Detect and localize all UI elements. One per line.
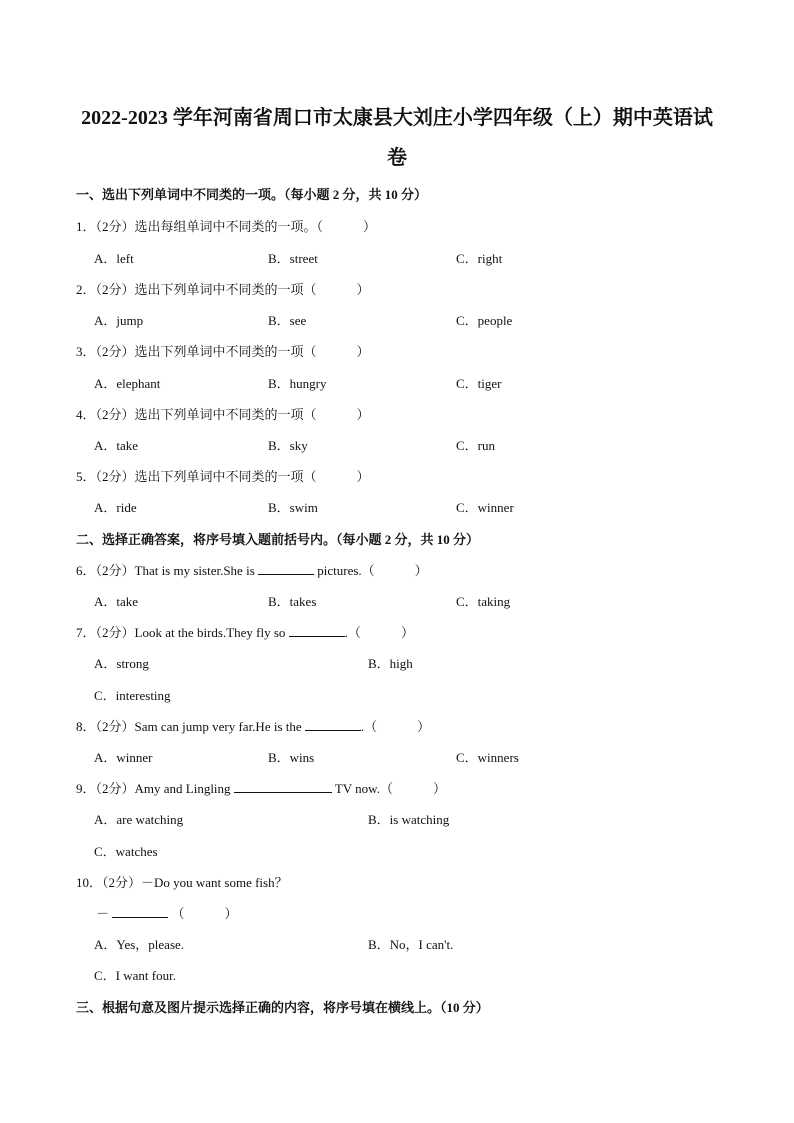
option-8a: A．winner xyxy=(94,750,153,765)
question-8-close: ） xyxy=(417,719,431,734)
option-3b: B．hungry xyxy=(268,376,327,391)
question-10 xyxy=(76,872,288,891)
question-9-text: 9．（2分）Amy and Lingling xyxy=(76,781,231,796)
question-6-middle: pictures.（ xyxy=(317,563,375,578)
option-6a: A．take xyxy=(94,594,139,609)
fill-blank[interactable] xyxy=(112,905,168,918)
question-7-text: 7．（2分）Look at the birds.They fly so xyxy=(76,625,286,640)
question-7-middle: .（ xyxy=(344,625,361,640)
question-2 xyxy=(76,279,370,298)
page-title xyxy=(70,98,724,178)
question-5 xyxy=(76,466,370,485)
option-8b: B．wins xyxy=(268,750,315,765)
dash-mark: － xyxy=(96,906,110,921)
option-1c: C．right xyxy=(456,251,503,266)
question-8 xyxy=(76,716,430,735)
title-line-2: 卷 xyxy=(387,147,407,169)
question-7-close: ） xyxy=(400,625,414,640)
option-7b: B．high xyxy=(368,656,413,671)
option-5a: A．ride xyxy=(94,500,137,515)
question-1-text: 1．（2分）选出每组单词中不同类的一项。（ xyxy=(76,219,324,234)
option-9a: A．are watching xyxy=(94,812,184,827)
option-4c: C．run xyxy=(456,438,496,453)
option-10c: C．I want four. xyxy=(94,968,176,983)
question-1-close: ） xyxy=(363,219,377,234)
question-9 xyxy=(76,778,446,797)
question-1 xyxy=(76,216,376,235)
option-5b: B．swim xyxy=(268,500,318,515)
fill-blank[interactable] xyxy=(258,562,314,575)
fill-blank[interactable] xyxy=(305,718,361,731)
question-9-middle: TV now.（ xyxy=(334,781,393,796)
option-6c: C．taking xyxy=(456,594,511,609)
question-8-text: 8．（2分）Sam can jump very far.He is the xyxy=(76,719,302,734)
section-heading-2: 二、选择正确答案，将序号填入题前括号内。（每小题 2 分，共 10 分） xyxy=(76,532,480,547)
option-4b: B．sky xyxy=(268,438,308,453)
question-8-middle: .（ xyxy=(360,719,378,734)
section-heading-3: 三、根据句意及图片提示选择正确的内容，将序号填在横线上。（10 分） xyxy=(76,1000,489,1015)
question-10-answer-line xyxy=(96,903,238,922)
question-5-text: 5．（2分）选出下列单词中不同类的一项（ xyxy=(76,469,317,484)
option-2c: C．people xyxy=(456,313,513,328)
option-3a: A．elephant xyxy=(94,376,161,391)
question-3-close: ） xyxy=(356,344,370,359)
option-7a: A．strong xyxy=(94,656,149,671)
option-10a: A．Yes，please. xyxy=(94,937,185,952)
question-3 xyxy=(76,341,370,360)
option-2a: A．jump xyxy=(94,313,144,328)
option-7c: C．interesting xyxy=(94,688,171,703)
option-3c: C．tiger xyxy=(456,376,502,391)
question-6-close: ） xyxy=(414,563,428,578)
question-2-text: 2．（2分）选出下列单词中不同类的一项（ xyxy=(76,282,317,297)
fill-blank[interactable] xyxy=(289,624,345,637)
question-4-text: 4．（2分）选出下列单词中不同类的一项（ xyxy=(76,407,317,422)
question-9-close: ） xyxy=(432,781,446,796)
section-heading-1: 一、选出下列单词中不同类的一项。（每小题 2 分，共 10 分） xyxy=(76,187,428,202)
option-6b: B．takes xyxy=(268,594,317,609)
option-1a: A．left xyxy=(94,251,134,266)
option-1b: B．street xyxy=(268,251,318,266)
question-5-close: ） xyxy=(356,469,370,484)
question-6 xyxy=(76,560,428,579)
fill-blank[interactable] xyxy=(234,780,332,793)
question-2-close: ） xyxy=(356,282,370,297)
question-10-close: ） xyxy=(224,906,238,921)
option-4a: A．take xyxy=(94,438,139,453)
option-8c: C．winners xyxy=(456,750,519,765)
option-9b: B．is watching xyxy=(368,812,450,827)
option-2b: B．see xyxy=(268,313,307,328)
option-9c: C．watches xyxy=(94,844,158,859)
question-10-text: 10．（2分）－Do you want some fish？ xyxy=(76,875,288,890)
question-7 xyxy=(76,622,414,641)
question-10-open: （ xyxy=(171,906,185,921)
option-5c: C．winner xyxy=(456,500,514,515)
question-4 xyxy=(76,404,370,423)
question-4-close: ） xyxy=(356,407,370,422)
question-6-text: 6．（2分）That is my sister.She is xyxy=(76,563,255,578)
title-line-1: 2022-2023 学年河南省周口市太康县大刘庄小学四年级（上）期中英语试 xyxy=(81,107,713,129)
option-10b: B．No，I can't. xyxy=(368,937,454,952)
question-3-text: 3．（2分）选出下列单词中不同类的一项（ xyxy=(76,344,317,359)
